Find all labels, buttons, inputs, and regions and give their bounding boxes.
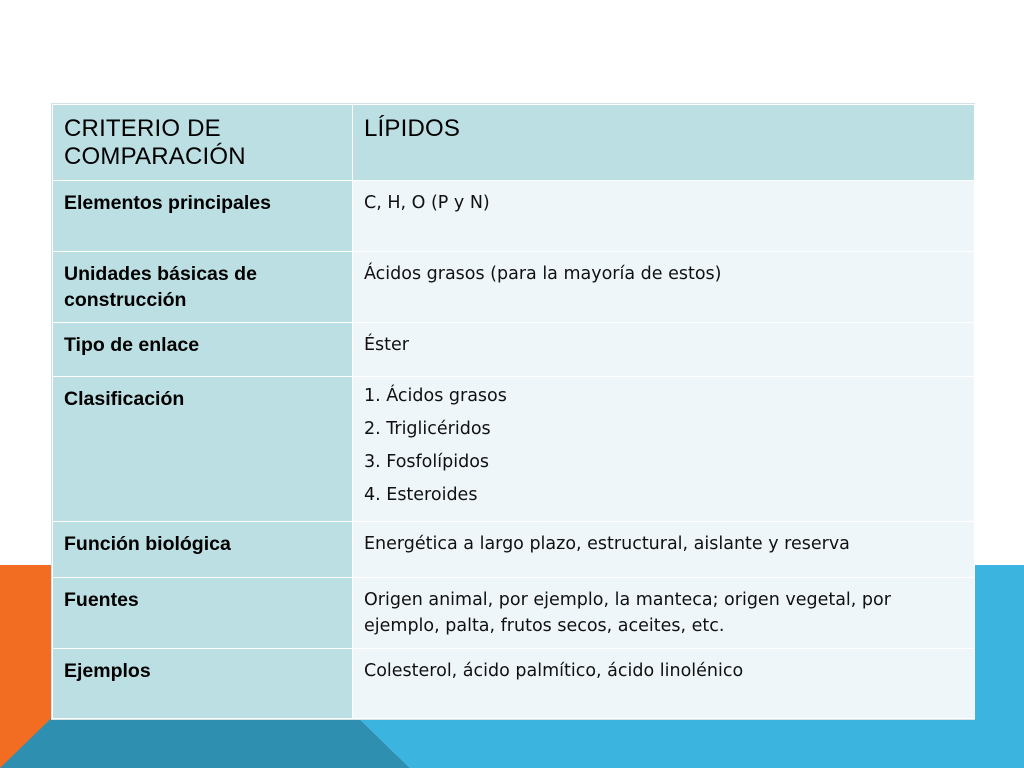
row-criterion: Ejemplos: [53, 649, 353, 719]
list-item: 2. Triglicéridos: [364, 419, 491, 439]
row-value: Energética a largo plazo, estructural, aislante y reserva: [353, 522, 975, 578]
row-value: Éster: [353, 323, 975, 377]
row-value: Colesterol, ácido palmítico, ácido linolénico: [353, 649, 975, 719]
table-row: [53, 649, 975, 719]
comparison-table-container: [51, 103, 975, 720]
row-criterion: Unidades básicas de construcción: [53, 252, 353, 323]
row-criterion: Elementos principales: [53, 181, 353, 252]
row-criterion: Clasificación: [53, 377, 353, 522]
list-item: 3. Fosfolípidos: [364, 452, 490, 472]
table-row: [53, 377, 975, 522]
table-row: [53, 181, 975, 252]
table-row: [53, 522, 975, 578]
list-item: 4. Esteroides: [364, 485, 478, 505]
row-value: Origen animal, por ejemplo, la manteca; origen vegetal, por ejemplo, palta, frutos secos, aceites, etc.: [353, 578, 975, 649]
row-value: Ácidos grasos (para la mayoría de estos): [353, 252, 975, 323]
table-row: [53, 252, 975, 323]
row-criterion: Función biológica: [53, 522, 353, 578]
header-criterion: CRITERIO DE COMPARACIÓN: [53, 105, 353, 181]
table-row: [53, 323, 975, 377]
classification-list: [353, 377, 975, 522]
table-header-row: [53, 105, 975, 181]
list-item: 1. Ácidos grasos: [364, 386, 507, 406]
row-criterion: Fuentes: [53, 578, 353, 649]
header-lipids: LÍPIDOS: [353, 105, 975, 181]
row-criterion: Tipo de enlace: [53, 323, 353, 377]
row-value: C, H, O (P y N): [353, 181, 975, 252]
comparison-table: [52, 104, 975, 719]
table-row: [53, 578, 975, 649]
